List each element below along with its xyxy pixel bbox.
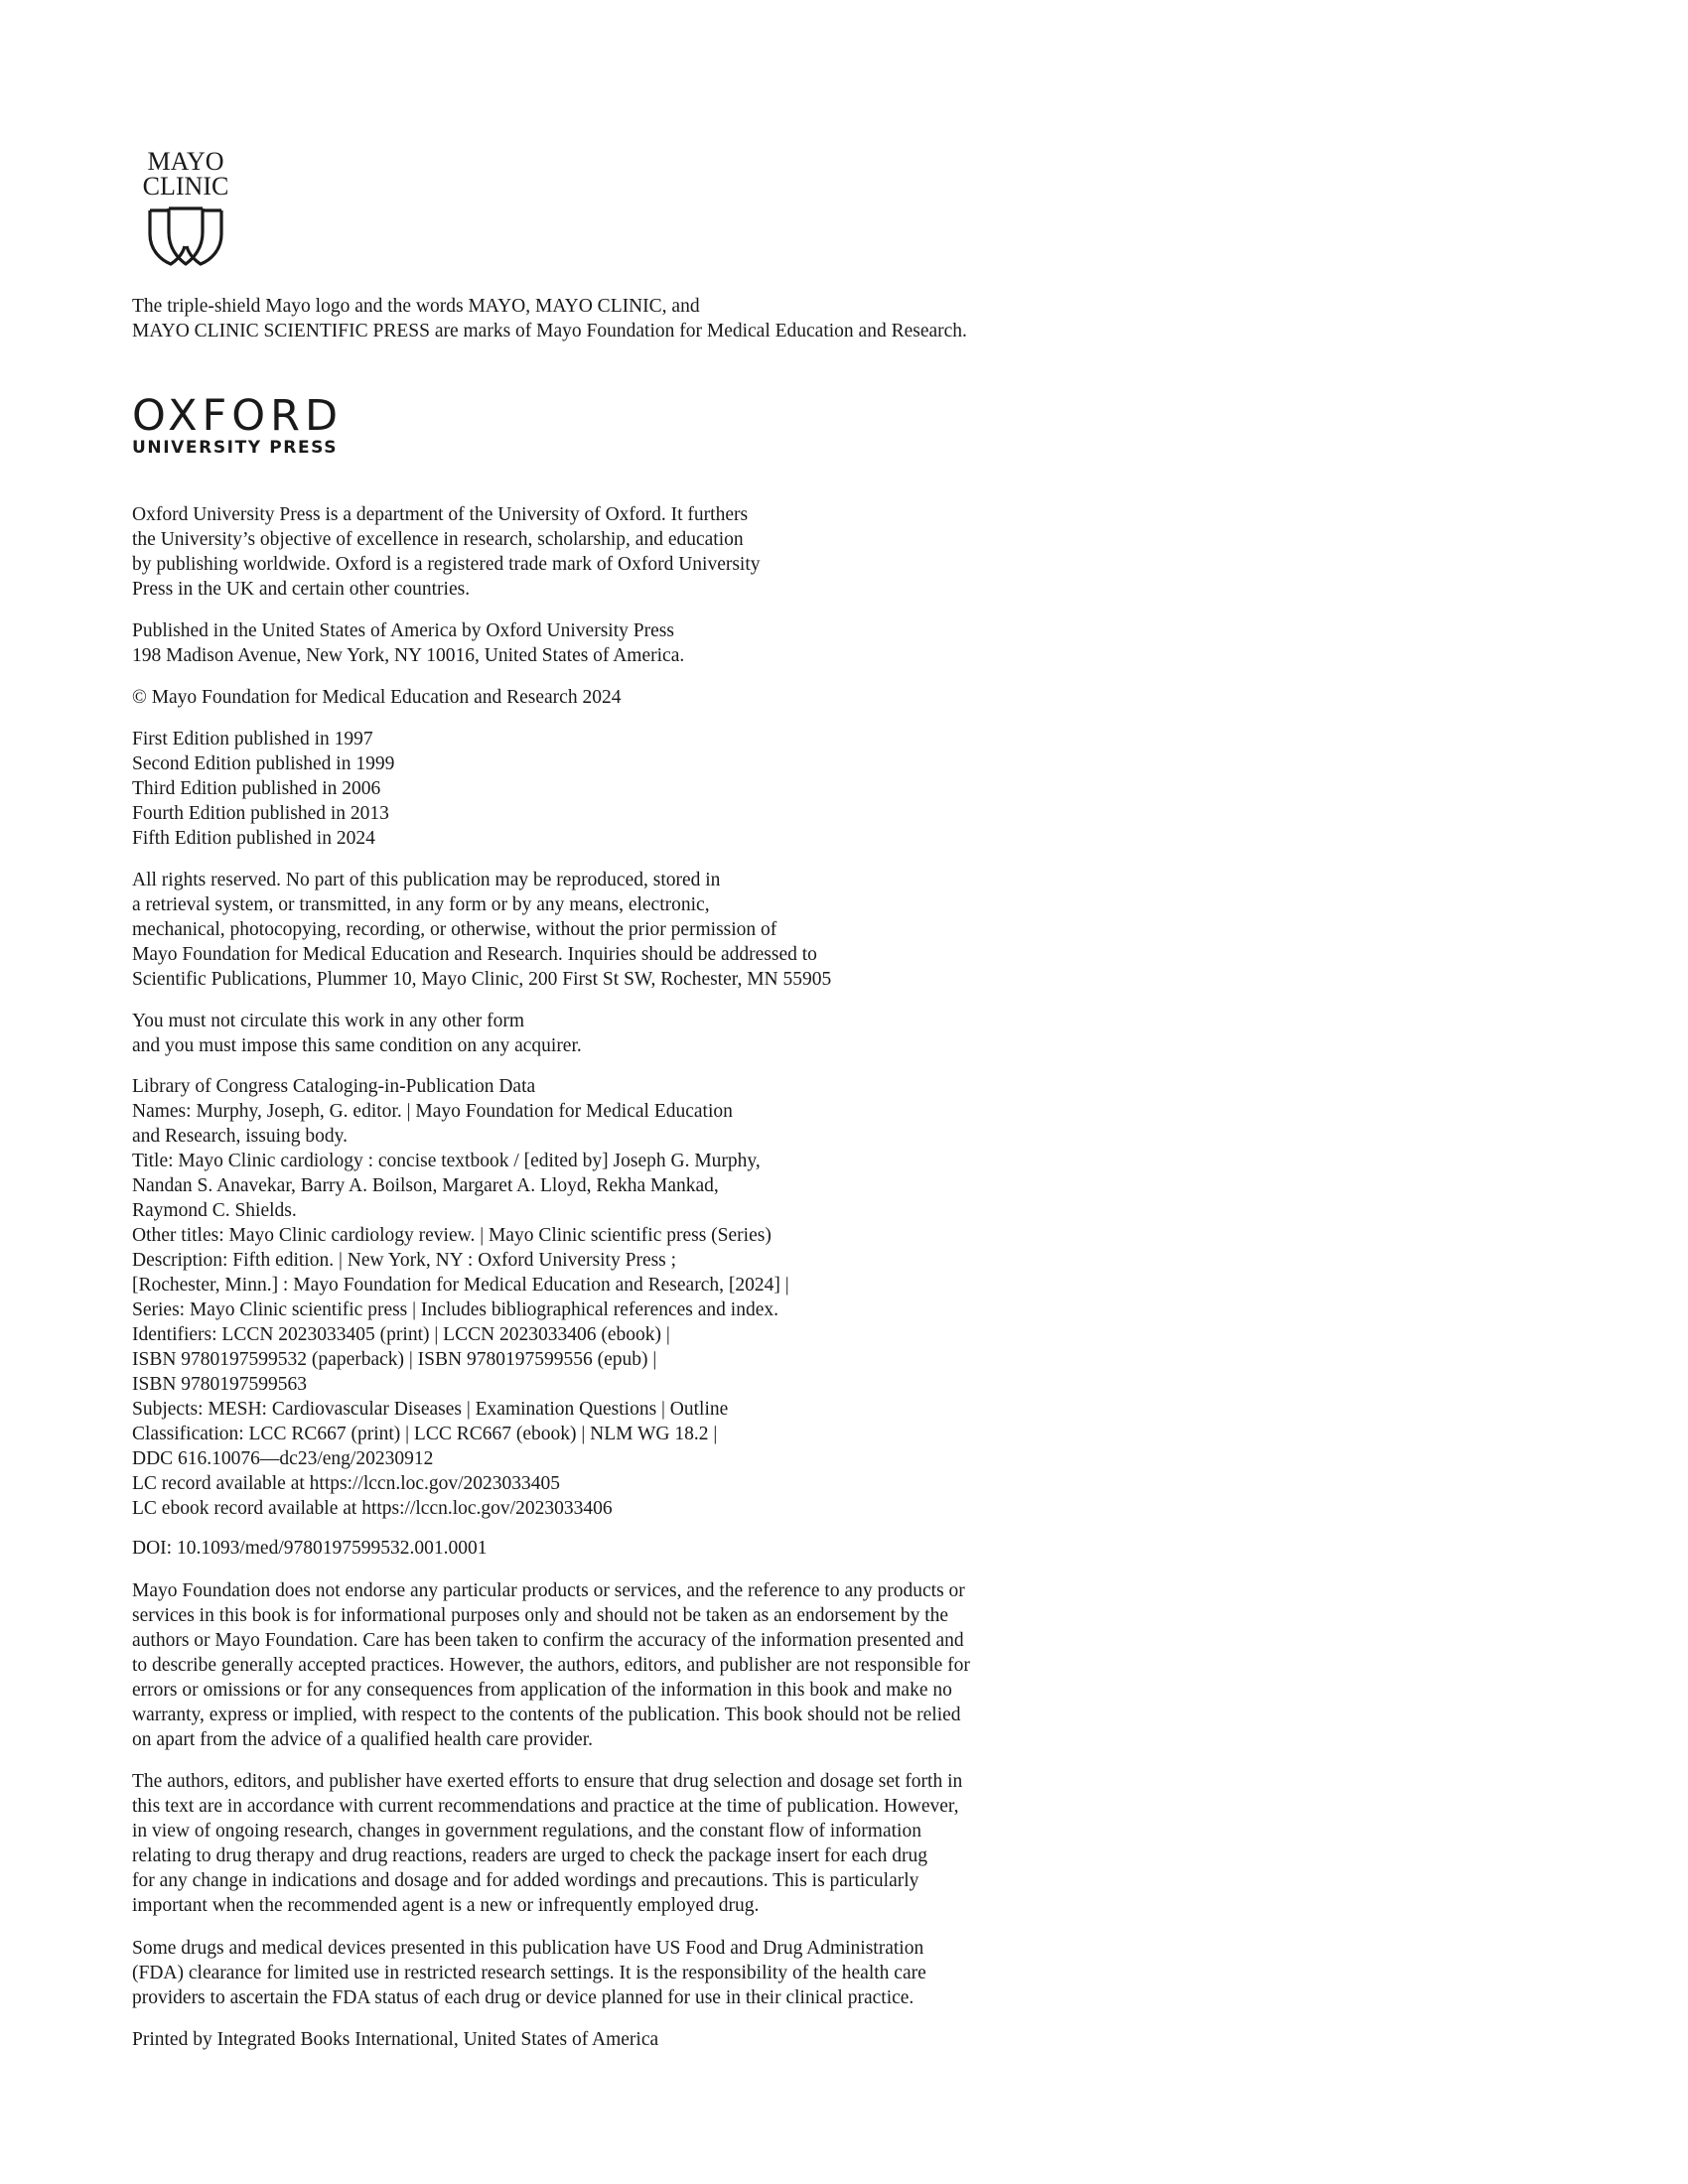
text-line: Mayo Foundation does not endorse any particular products or services, and the reference to any products or — [132, 1580, 965, 1601]
oxford-logo-word: OXFORD — [132, 391, 344, 441]
text-line: providers to ascertain the FDA status of each drug or device planned for use in their clinical practice. — [132, 1987, 914, 2008]
text-line: DDC 616.10076—dc23/eng/20230912 — [132, 1448, 434, 1469]
oup-description — [132, 502, 761, 602]
text-line: Names: Murphy, Joseph, G. editor. | Mayo Foundation for Medical Education — [132, 1101, 733, 1122]
mayo-logo-line2: CLINIC — [142, 172, 229, 201]
text-line: by publishing worldwide. Oxford is a registered trade mark of Oxford University — [132, 554, 761, 575]
text-line: services in this book is for informational purposes only and should not be taken as an endorsement by the — [132, 1605, 949, 1626]
text-line: [Rochester, Minn.] : Mayo Foundation for Medical Education and Research, [2024] | — [132, 1275, 789, 1296]
text-line: mechanical, photocopying, recording, or otherwise, without the prior permission of — [132, 919, 777, 940]
text-line: LC ebook record available at https://lccn.loc.gov/2023033406 — [132, 1498, 613, 1519]
text-line: a retrieval system, or transmitted, in any form or by any means, electronic, — [132, 894, 710, 915]
triple-shield-icon — [147, 205, 224, 268]
fda-disclaimer — [132, 1936, 926, 2010]
text-line: to describe generally accepted practices. However, the authors, editors, and publisher are not responsible for — [132, 1655, 970, 1676]
oxford-logo-subtitle: UNIVERSITY PRESS — [132, 438, 339, 458]
text-line: You must not circulate this work in any other form — [132, 1011, 525, 1031]
text-line: Published in the United States of America by Oxford University Press — [132, 620, 674, 641]
text-line: Scientific Publications, Plummer 10, Mayo Clinic, 200 First St SW, Rochester, MN 55905 — [132, 969, 832, 990]
text-line: Second Edition published in 1999 — [132, 753, 395, 774]
mayo-clinic-logo — [130, 149, 241, 270]
text-line: for any change in indications and dosage and for added wordings and precautions. This is particularly — [132, 1870, 919, 1891]
endorsement-disclaimer — [132, 1578, 970, 1752]
text-line: and Research, issuing body. — [132, 1126, 348, 1147]
text-line: MAYO CLINIC SCIENTIFIC PRESS are marks of Mayo Foundation for Medical Education and Research. — [132, 321, 967, 341]
text-line: First Edition published in 1997 — [132, 729, 373, 750]
text-line: LC record available at https://lccn.loc.gov/2023033405 — [132, 1473, 561, 1494]
text-line: Identifiers: LCCN 2023033405 (print) | LCCN 2023033406 (ebook) | — [132, 1324, 670, 1345]
text-line: relating to drug therapy and drug reactions, readers are urged to check the package insert for each drug — [132, 1845, 927, 1866]
text-line: Fourth Edition published in 2013 — [132, 803, 389, 824]
text-line: Nandan S. Anavekar, Barry A. Boilson, Margaret A. Lloyd, Rekha Mankad, — [132, 1175, 719, 1196]
text-line: Oxford University Press is a department of the University of Oxford. It furthers — [132, 504, 749, 525]
printer-line — [132, 2027, 658, 2052]
text-line: Fifth Edition published in 2024 — [132, 828, 375, 849]
text-line: the University’s objective of excellence in research, scholarship, and education — [132, 529, 744, 550]
text-line: authors or Mayo Foundation. Care has been taken to confirm the accuracy of the information presented and — [132, 1630, 964, 1651]
rights-reserved — [132, 868, 831, 992]
text-line: (FDA) clearance for limited use in restricted research settings. It is the responsibility of the health care — [132, 1963, 926, 1983]
text-line: Title: Mayo Clinic cardiology : concise textbook / [edited by] Joseph G. Murphy, — [132, 1151, 761, 1171]
text-line: Press in the UK and certain other countries. — [132, 579, 471, 600]
text-line: The triple-shield Mayo logo and the words MAYO, MAYO CLINIC, and — [132, 296, 700, 317]
text-line: on apart from the advice of a qualified health care provider. — [132, 1729, 594, 1750]
text-line: warranty, express or implied, with respect to the contents of the publication. This book should not be relied — [132, 1705, 961, 1725]
drug-disclaimer — [132, 1769, 962, 1918]
text-line: ISBN 9780197599532 (paperback) | ISBN 9780197599556 (epub) | — [132, 1349, 657, 1370]
text-line: in view of ongoing research, changes in government regulations, and the constant flow of information — [132, 1821, 921, 1842]
cataloging-in-publication-data — [132, 1074, 789, 1521]
text-line: Raymond C. Shields. — [132, 1200, 297, 1221]
text-line: DOI: 10.1093/med/9780197599532.001.0001 — [132, 1538, 488, 1559]
text-line: Printed by Integrated Books International, United States of America — [132, 2029, 659, 2050]
text-line: ISBN 9780197599563 — [132, 1374, 308, 1395]
text-line: this text are in accordance with current recommendations and practice at the time of publication. However, — [132, 1796, 959, 1817]
doi-line — [132, 1536, 487, 1561]
text-line: Series: Mayo Clinic scientific press | Includes bibliographical references and index. — [132, 1299, 778, 1320]
oxford-university-press-logo — [132, 391, 344, 458]
text-line: Mayo Foundation for Medical Education and Research. Inquiries should be addressed to — [132, 944, 817, 965]
text-line: Other titles: Mayo Clinic cardiology review. | Mayo Clinic scientific press (Series) — [132, 1225, 772, 1246]
text-line: Subjects: MESH: Cardiovascular Diseases | Examination Questions | Outline — [132, 1399, 729, 1420]
text-line: and you must impose this same condition on any acquirer. — [132, 1035, 582, 1056]
text-line: Some drugs and medical devices presented in this publication have US Food and Drug Administration — [132, 1938, 924, 1959]
copyright-line — [132, 685, 621, 710]
text-line: Classification: LCC RC667 (print) | LCC RC667 (ebook) | NLM WG 18.2 | — [132, 1424, 718, 1444]
text-line: important when the recommended agent is a new or infrequently employed drug. — [132, 1895, 760, 1916]
text-line: Description: Fifth edition. | New York, NY : Oxford University Press ; — [132, 1250, 677, 1271]
text-line: All rights reserved. No part of this publication may be reproduced, stored in — [132, 870, 721, 890]
edition-history — [132, 727, 394, 851]
trademark-notice — [132, 294, 967, 343]
text-line: errors or omissions or for any consequences from application of the information in this book and make no — [132, 1680, 952, 1701]
text-line: The authors, editors, and publisher have exerted efforts to ensure that drug selection and dosage set forth in — [132, 1771, 963, 1792]
circulation-condition — [132, 1009, 582, 1058]
text-line: Library of Congress Cataloging-in-Publication Data — [132, 1076, 536, 1097]
text-line: 198 Madison Avenue, New York, NY 10016, United States of America. — [132, 645, 685, 666]
text-line: © Mayo Foundation for Medical Education and Research 2024 — [132, 687, 622, 708]
published-in — [132, 618, 684, 668]
text-line: Third Edition published in 2006 — [132, 778, 381, 799]
mayo-logo-line1: MAYO — [147, 147, 224, 176]
